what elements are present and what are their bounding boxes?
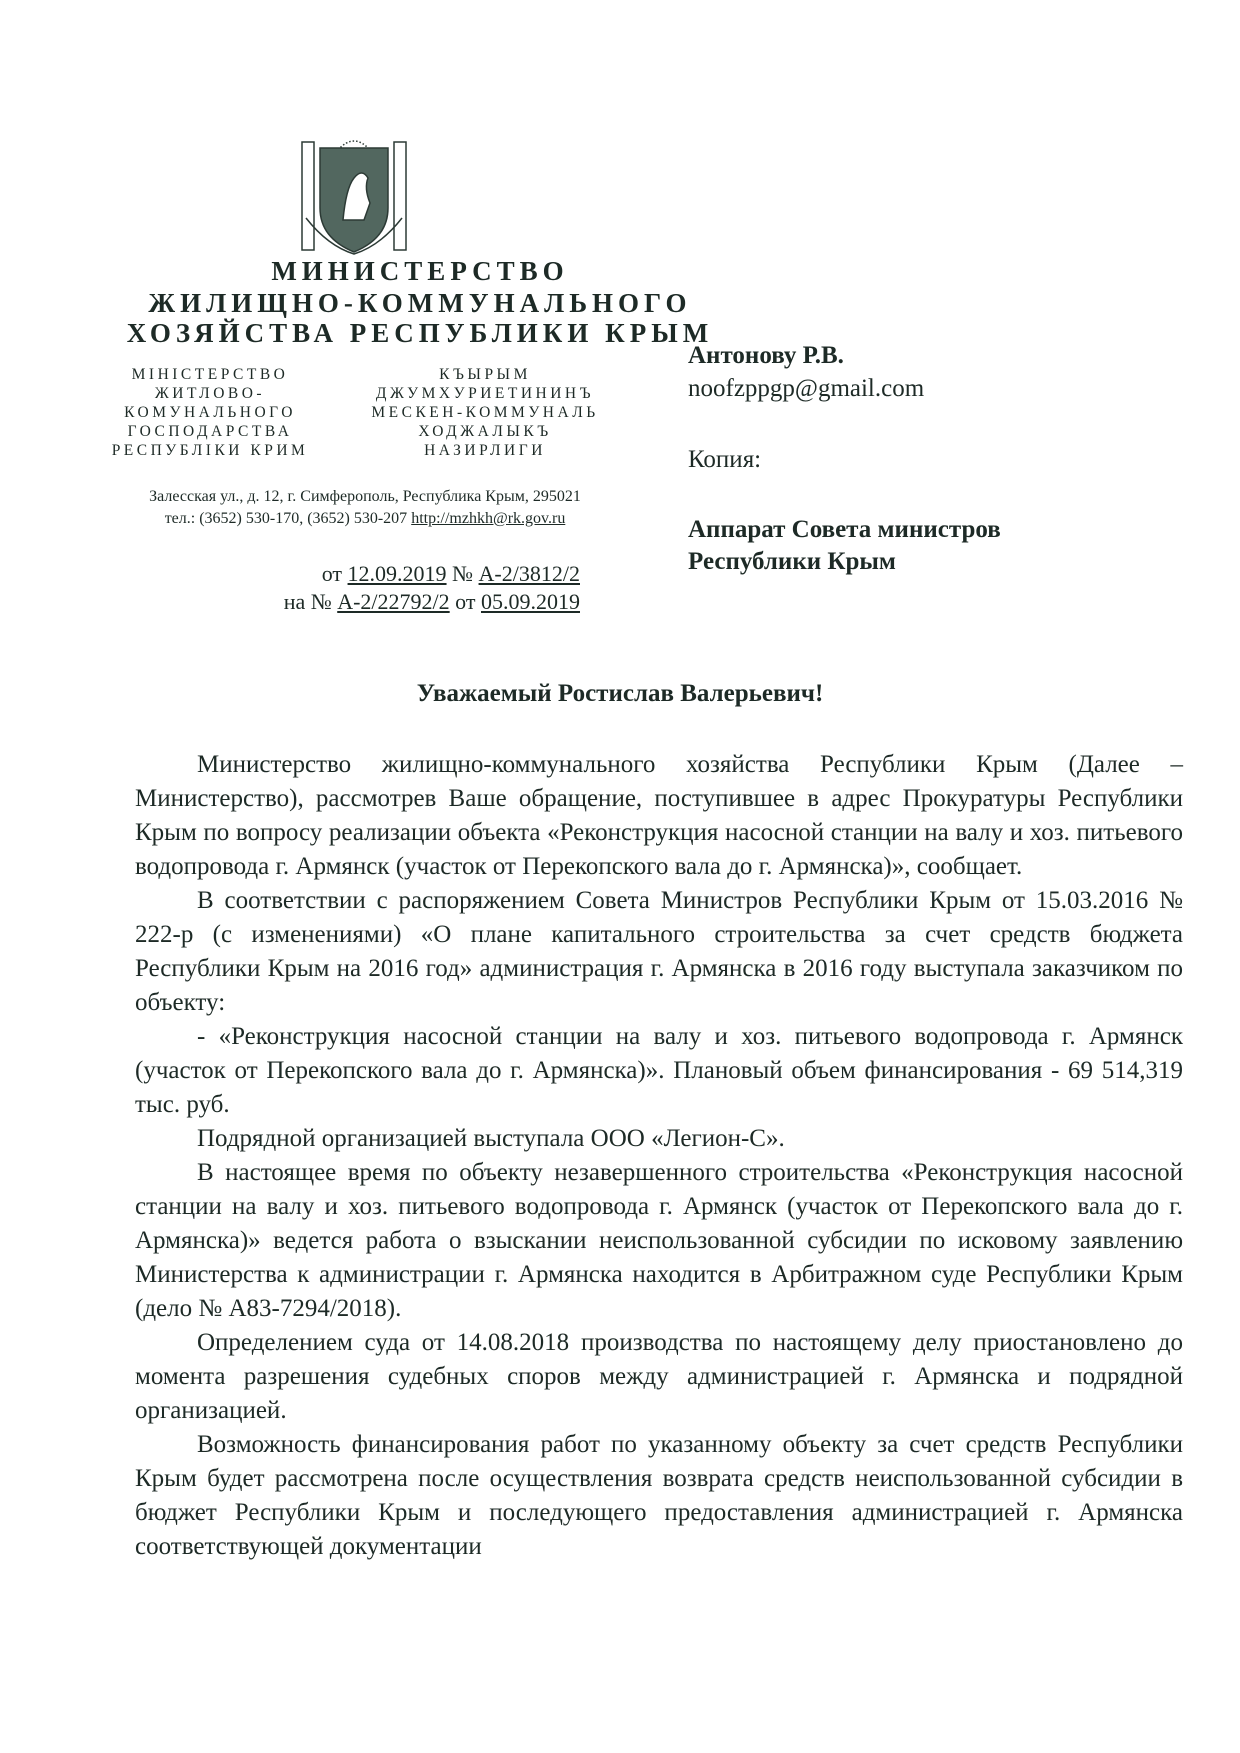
org-title-line-3: ХОЗЯЙСТВА РЕСПУБЛИКИ КРЫМ (126, 318, 714, 348)
ukr-line: МІНІСТЕРСТВО (131, 366, 289, 383)
outgoing-reference (160, 560, 580, 616)
num-label: № (452, 561, 474, 586)
copy-recipient-line-2: Республики Крым (688, 548, 896, 575)
body-paragraph: - «Реконструкция насосной станции на валу и хоз. питьевого водопровода г. Армянск (участок от Перекопского вала до г. Армянска)». Плановый объем финансирования - 69 514,319 тыс. руб. (135, 1023, 1183, 1118)
website-link[interactable]: http://mzhkh@rk.gov.ru (411, 510, 566, 527)
reply-number: А-2/22792/2 (337, 589, 450, 614)
body-paragraph: В соответствии с распоряжением Совета Министров Республики Крым от 15.03.2016 № 222-р (с изменениями) «О плане капитального строительства за счет средств бюджета Республики Крым на 2016 год» администрация г. Армянска в 2016 году выступала заказчиком по объекту: (135, 887, 1183, 1016)
body-paragraph: Определением суда от 14.08.2018 производства по настоящему делу приостановлено до момента разрешения судебных споров между администрацией г. Армянска и подрядной организацией. (135, 1329, 1183, 1424)
greeting: Уважаемый Ростислав Валерьевич! (416, 680, 824, 707)
reply-label: на № (283, 589, 332, 614)
address-line: Залесская ул., д. 12, г. Симферополь, Республика Крым, 295021 (149, 488, 581, 505)
org-address (85, 486, 645, 530)
letter-date: 12.09.2019 (347, 561, 447, 586)
letter-body (135, 748, 1183, 1564)
crh-line: НАЗИРЛИГИ (424, 442, 546, 459)
ukr-line: РЕСПУБЛІКИ КРИМ (111, 442, 309, 459)
body-paragraph: Подрядной организацией выступала ООО «Легион-С». (197, 1125, 785, 1152)
body-paragraph: В настоящее время по объекту незавершенного строительства «Реконструкция насосной станции на валу и хоз. питьевого водопровода г. Армянск (участок от Перекопского вала до г. Армянска)» ведется работа о взыскании неиспользованной субсидии по исковому заявлению Министерства к администрации г. Армянска находится в Арбитражном суде Республики Крым (дело № А83-7294/2018). (135, 1159, 1183, 1322)
org-name-ukrainian (90, 365, 330, 460)
copy-recipient-line-1: Аппарат Совета министров (688, 516, 1001, 543)
from-label: от (321, 561, 343, 586)
phones: тел.: (3652) 530-170, (3652) 530-207 (164, 510, 408, 527)
org-title-line-1: МИНИСТЕРСТВО (271, 256, 569, 286)
reply-date: 05.09.2019 (481, 589, 580, 614)
recipient-name: Антонову Р.В. (688, 342, 844, 369)
ukr-line: ЖИТЛОВО- (154, 385, 266, 402)
ukr-line: КОМУНАЛЬНОГО (124, 404, 296, 421)
copy-label: Копия: (688, 446, 762, 473)
org-title-line-2: ЖИЛИЩНО-КОММУНАЛЬНОГО (148, 288, 692, 318)
recipient-email: noofzppgp@gmail.com (688, 375, 925, 402)
ukr-line: ГОСПОДАРСТВА (127, 423, 293, 440)
crh-line: КЪЫРЫМ (439, 366, 531, 383)
org-name-crimean-tatar (345, 365, 625, 460)
body-paragraph: Министерство жилищно-коммунального хозяйства Республики Крым (Далее – Министерство), рассмотрев Ваше обращение, поступившее в адрес Прокуратуры Республики Крым по вопросу реализации объекта «Реконструкция насосной станции на валу и хоз. питьевого водопровода г. Армянск (участок от Перекопского вала до г. Армянска)», сообщает. (135, 751, 1183, 880)
coat-of-arms-emblem (298, 128, 410, 260)
crh-line: МЕСКЕН-КОММУНАЛЬ (371, 404, 599, 421)
letter-number: А-2/3812/2 (478, 561, 580, 586)
crh-line: ДЖУМХУРИЕТИНИНЪ (375, 385, 595, 402)
body-paragraph: Возможность финансирования работ по указанному объекту за счет средств Республики Крым будет рассмотрена после осуществления возврата средств неиспользованной субсидии в бюджет Республики Крым и последующего предоставления администрацией г. Армянска соответствующей документации (135, 1431, 1183, 1560)
contacts-line (85, 508, 645, 530)
reply-from-label: от (455, 589, 476, 614)
crh-line: ХОДЖАЛЫКЪ (418, 423, 552, 440)
